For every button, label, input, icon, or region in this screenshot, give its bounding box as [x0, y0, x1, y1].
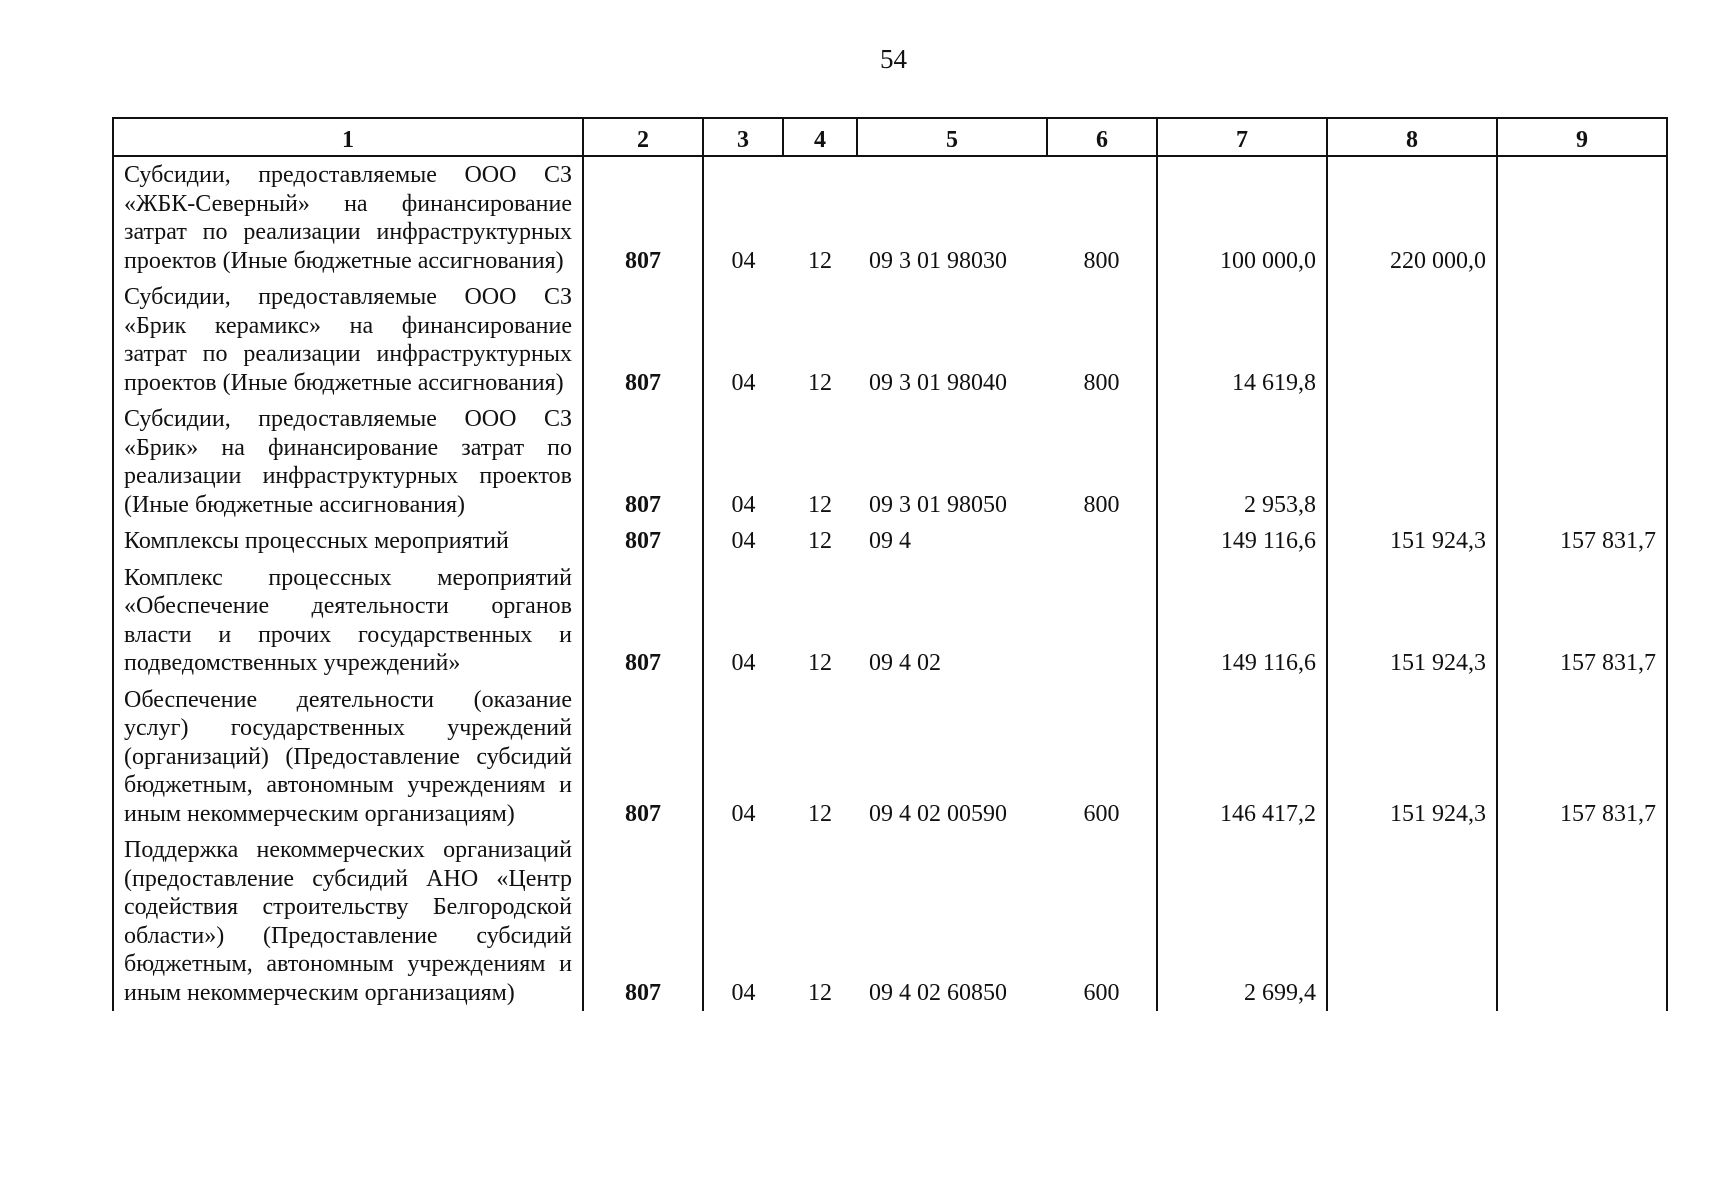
ministry-code: 807	[583, 832, 703, 1011]
section-code: 04	[731, 800, 756, 827]
target-article-code: 09 4 02 00590	[869, 800, 1007, 827]
header-col-8: 8	[1327, 118, 1497, 156]
header-col-7: 7	[1157, 118, 1327, 156]
target-article-code: 09 3 01 98040	[869, 369, 1007, 396]
subsection-code: 12	[808, 528, 832, 554]
amount-col-9	[1497, 832, 1667, 1011]
budget-table	[112, 117, 1668, 1011]
amount-col-7: 100 000,0	[1157, 156, 1327, 279]
table-row	[113, 156, 1667, 279]
table-body	[113, 156, 1667, 1011]
table-row	[113, 832, 1667, 1011]
target-article-code: 09 3 01 98030	[869, 247, 1007, 274]
target-article-code: 09 4	[869, 528, 911, 554]
row-description: Поддержка некоммерческих организаций (предоставление субсидий АНО «Центр содействия строительству Белгородской области») (Предоставление субсидий бюджетным, автономным учреждениям и иным некоммерческим организациям)	[113, 832, 583, 1011]
row-description: Обеспечение деятельности (оказание услуг) государственных учреждений (организаций) (Предоставление субсидий бюджетным, автономным учреждениям и иным некоммерческим организациям)	[113, 682, 583, 833]
row-description: Субсидии, предоставляемые ООО СЗ «Брик» на финансирование затрат по реализации инфраструктурных проектов (Иные бюджетные ассигнования)	[113, 401, 583, 523]
amount-col-7: 146 417,2	[1157, 682, 1327, 833]
header-col-1: 1	[113, 118, 583, 156]
table-header	[113, 118, 1667, 156]
amount-col-8: 151 924,3	[1327, 560, 1497, 682]
subsection-code: 12	[808, 369, 832, 396]
section-code: 04	[731, 528, 756, 554]
amount-col-8: 151 924,3	[1327, 523, 1497, 560]
header-col-4: 4	[783, 118, 857, 156]
row-description: Комплекс процессных мероприятий «Обеспечение деятельности органов власти и прочих государственных и подведомственных учреждений»	[113, 560, 583, 682]
amount-col-7: 2 953,8	[1157, 401, 1327, 523]
amount-col-7: 14 619,8	[1157, 279, 1327, 401]
table-row	[113, 279, 1667, 401]
amount-col-7: 2 699,4	[1157, 832, 1327, 1011]
header-col-2: 2	[583, 118, 703, 156]
header-col-9: 9	[1497, 118, 1667, 156]
amount-col-9: 157 831,7	[1497, 523, 1667, 560]
subsection-code: 12	[808, 247, 832, 274]
amount-col-9	[1497, 279, 1667, 401]
expense-type-code	[1047, 523, 1157, 560]
expense-type-code: 800	[1047, 156, 1157, 279]
ministry-code: 807	[583, 401, 703, 523]
header-col-3: 3	[703, 118, 783, 156]
amount-col-9: 157 831,7	[1497, 560, 1667, 682]
amount-col-7: 149 116,6	[1157, 560, 1327, 682]
target-article-code: 09 4 02	[869, 650, 941, 676]
page-number: 54	[880, 44, 907, 74]
amount-col-7: 149 116,6	[1157, 523, 1327, 560]
expense-type-code: 600	[1047, 832, 1157, 1011]
expense-type-code: 600	[1047, 682, 1157, 833]
amount-col-9: 157 831,7	[1497, 682, 1667, 833]
amount-col-8: 151 924,3	[1327, 682, 1497, 833]
target-article-code: 09 3 01 98050	[869, 491, 1007, 518]
row-description: Комплексы процессных мероприятий	[113, 523, 583, 560]
section-code: 04	[731, 650, 756, 676]
row-description: Субсидии, предоставляемые ООО СЗ «ЖБК-Северный» на финансирование затрат по реализации инфраструктурных проектов (Иные бюджетные ассигнования)	[113, 156, 583, 279]
amount-col-8	[1327, 401, 1497, 523]
amount-col-8	[1327, 279, 1497, 401]
row-description: Субсидии, предоставляемые ООО СЗ «Брик керамикс» на финансирование затрат по реализации инфраструктурных проектов (Иные бюджетные ассигнования)	[113, 279, 583, 401]
ministry-code: 807	[583, 279, 703, 401]
subsection-code: 12	[808, 800, 832, 827]
amount-col-8: 220 000,0	[1327, 156, 1497, 279]
section-code: 04	[731, 979, 756, 1006]
section-code: 04	[731, 369, 756, 396]
ministry-code: 807	[583, 523, 703, 560]
table-row	[113, 682, 1667, 833]
section-code: 04	[731, 491, 756, 518]
ministry-code: 807	[583, 682, 703, 833]
subsection-code: 12	[808, 650, 832, 676]
table-row	[113, 401, 1667, 523]
ministry-code: 807	[583, 156, 703, 279]
expense-type-code: 800	[1047, 279, 1157, 401]
header-col-5: 5	[857, 118, 1047, 156]
subsection-code: 12	[808, 491, 832, 518]
expense-type-code	[1047, 560, 1157, 682]
expense-type-code: 800	[1047, 401, 1157, 523]
amount-col-8	[1327, 832, 1497, 1011]
target-article-code: 09 4 02 60850	[869, 979, 1007, 1006]
table-row	[113, 560, 1667, 682]
amount-col-9	[1497, 401, 1667, 523]
ministry-code: 807	[583, 560, 703, 682]
amount-col-9	[1497, 156, 1667, 279]
subsection-code: 12	[808, 979, 832, 1006]
header-row	[113, 118, 1667, 156]
section-code: 04	[731, 247, 756, 274]
header-col-6: 6	[1047, 118, 1157, 156]
table-row	[113, 523, 1667, 560]
